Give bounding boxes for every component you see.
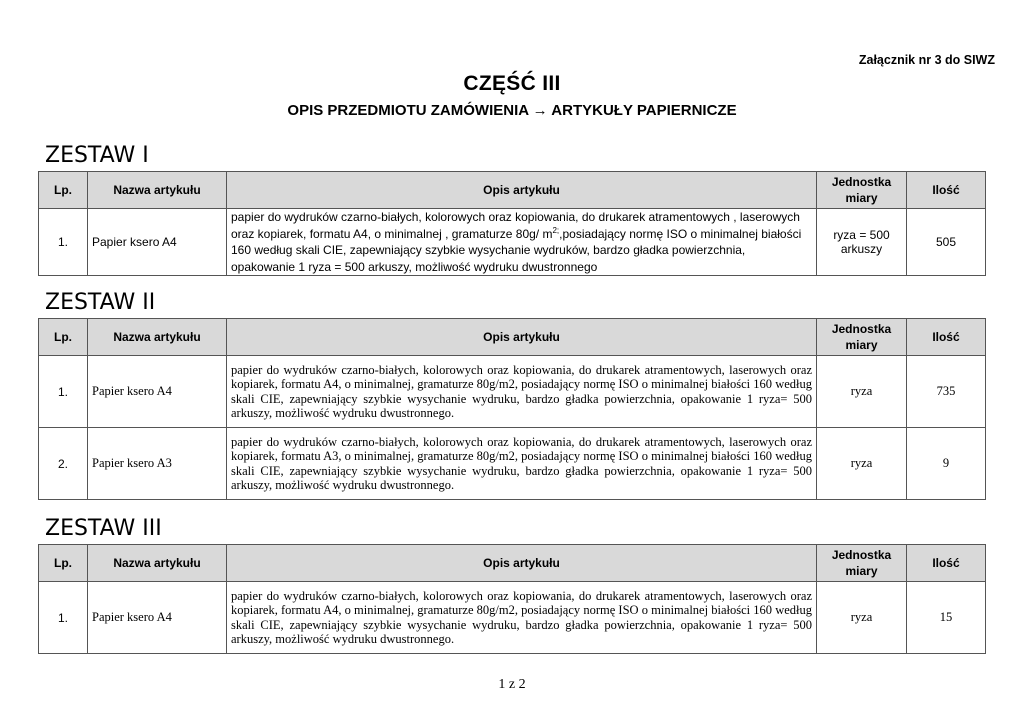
- row-lp: 1.: [39, 209, 88, 276]
- row-qty: 15: [907, 582, 986, 654]
- row-name: Papier ksero A4: [88, 582, 227, 654]
- page-title: CZĘŚĆ III: [463, 72, 561, 95]
- row-desc-text-cont: ,posiadający normę ISO o minimalnej białości 160 według skali CIE, zapewniający szybkie wysychanie wydruków, bardzo gładka powierzchnia, opakowanie 1 ryza = 500 arkuszy, możliwość wydruku dwustronnego: [231, 226, 802, 274]
- items-table-set-2: [38, 318, 986, 500]
- col-header-name: Nazwa artykułu: [88, 545, 227, 582]
- row-name: Papier ksero A4: [88, 209, 227, 276]
- row-desc: papier do wydruków czarno-białych, kolorowych oraz kopiowania, do drukarek atramentowych, laserowych oraz kopiarek, formatu A4, o minimalnej, gramaturze 80g/m2, posiadający normę ISO o minimalnej białości 160 według skali CIE, zapewniający szybkie wysychanie wydruku, bardzo gładka powierzchnia, opakowanie 1 ryza= 500 arkuszy, możliwość wydruku dwustronnego.: [227, 356, 817, 428]
- col-header-qty: Ilość: [907, 319, 986, 356]
- row-qty: 9: [907, 428, 986, 500]
- row-lp: 1.: [39, 582, 88, 654]
- table-row: [39, 428, 986, 500]
- col-header-lp: Lp.: [39, 172, 88, 209]
- row-desc-text: papier do wydruków czarno-białych, kolorowych oraz kopiowania, do drukarek atramentowych , laserowych oraz kopiarek, formatu A4, o minimalnej , gramaturze 80g/ m: [231, 210, 800, 241]
- annex-label: Załącznik nr 3 do SIWZ: [858, 53, 995, 67]
- col-header-desc: Opis artykułu: [227, 172, 817, 209]
- col-header-lp: Lp.: [39, 319, 88, 356]
- table-row: [39, 582, 986, 654]
- table-row: [39, 209, 986, 276]
- set-heading-1: ZESTAW I: [45, 143, 149, 168]
- table-header-row: [39, 545, 986, 582]
- col-header-desc: Opis artykułu: [227, 319, 817, 356]
- row-qty: 735: [907, 356, 986, 428]
- col-header-unit: Jednostka miary: [817, 319, 907, 356]
- row-lp: 1.: [39, 356, 88, 428]
- row-unit: ryza: [817, 582, 907, 654]
- row-name: Papier ksero A4: [88, 356, 227, 428]
- row-qty: 505: [907, 209, 986, 276]
- col-header-qty: Ilość: [907, 545, 986, 582]
- row-lp: 2.: [39, 428, 88, 500]
- col-header-qty: Ilość: [907, 172, 986, 209]
- page-subtitle: OPIS PRZEDMIOTU ZAMÓWIENIA → ARTYKUŁY PAPIERNICZE: [287, 102, 737, 119]
- table-header-row: [39, 319, 986, 356]
- page-number: 1 z 2: [498, 677, 526, 692]
- row-name: Papier ksero A3: [88, 428, 227, 500]
- row-desc: [227, 209, 817, 276]
- col-header-unit: Jednostka miary: [817, 545, 907, 582]
- set-heading-2: ZESTAW II: [45, 290, 156, 315]
- row-unit: ryza: [817, 356, 907, 428]
- table-header-row: [39, 172, 986, 209]
- row-desc: papier do wydruków czarno-białych, kolorowych oraz kopiowania, do drukarek atramentowych, laserowych oraz kopiarek, formatu A3, o minimalnej, gramaturze 80g/m2, posiadający normę ISO o minimalnej białości 160 według skali CIE, zapewniający szybkie wysychanie wydruku, bardzo gładka powierzchnia, opakowanie 1 ryza= 500 arkuszy, możliwość wydruku dwustronnego.: [227, 428, 817, 500]
- row-unit: ryza: [817, 428, 907, 500]
- items-table-set-3: [38, 544, 986, 654]
- col-header-name: Nazwa artykułu: [88, 319, 227, 356]
- col-header-name: Nazwa artykułu: [88, 172, 227, 209]
- table-row: [39, 356, 986, 428]
- set-heading-3: ZESTAW III: [45, 516, 162, 541]
- col-header-lp: Lp.: [39, 545, 88, 582]
- row-desc-superscript: 2;: [552, 225, 560, 235]
- col-header-desc: Opis artykułu: [227, 545, 817, 582]
- col-header-unit: Jednostka miary: [817, 172, 907, 209]
- items-table-set-1: [38, 171, 986, 276]
- row-unit: ryza = 500 arkuszy: [817, 209, 907, 276]
- row-desc: papier do wydruków czarno-białych, kolorowych oraz kopiowania, do drukarek atramentowych, laserowych oraz kopiarek, formatu A4, o minimalnej, gramaturze 80g/m2, posiadający normę ISO o minimalnej białości 160 według skali CIE, zapewniający szybkie wysychanie wydruku, bardzo gładka powierzchnia, opakowanie 1 ryza= 500 arkuszy, możliwość wydruku dwustronnego.: [227, 582, 817, 654]
